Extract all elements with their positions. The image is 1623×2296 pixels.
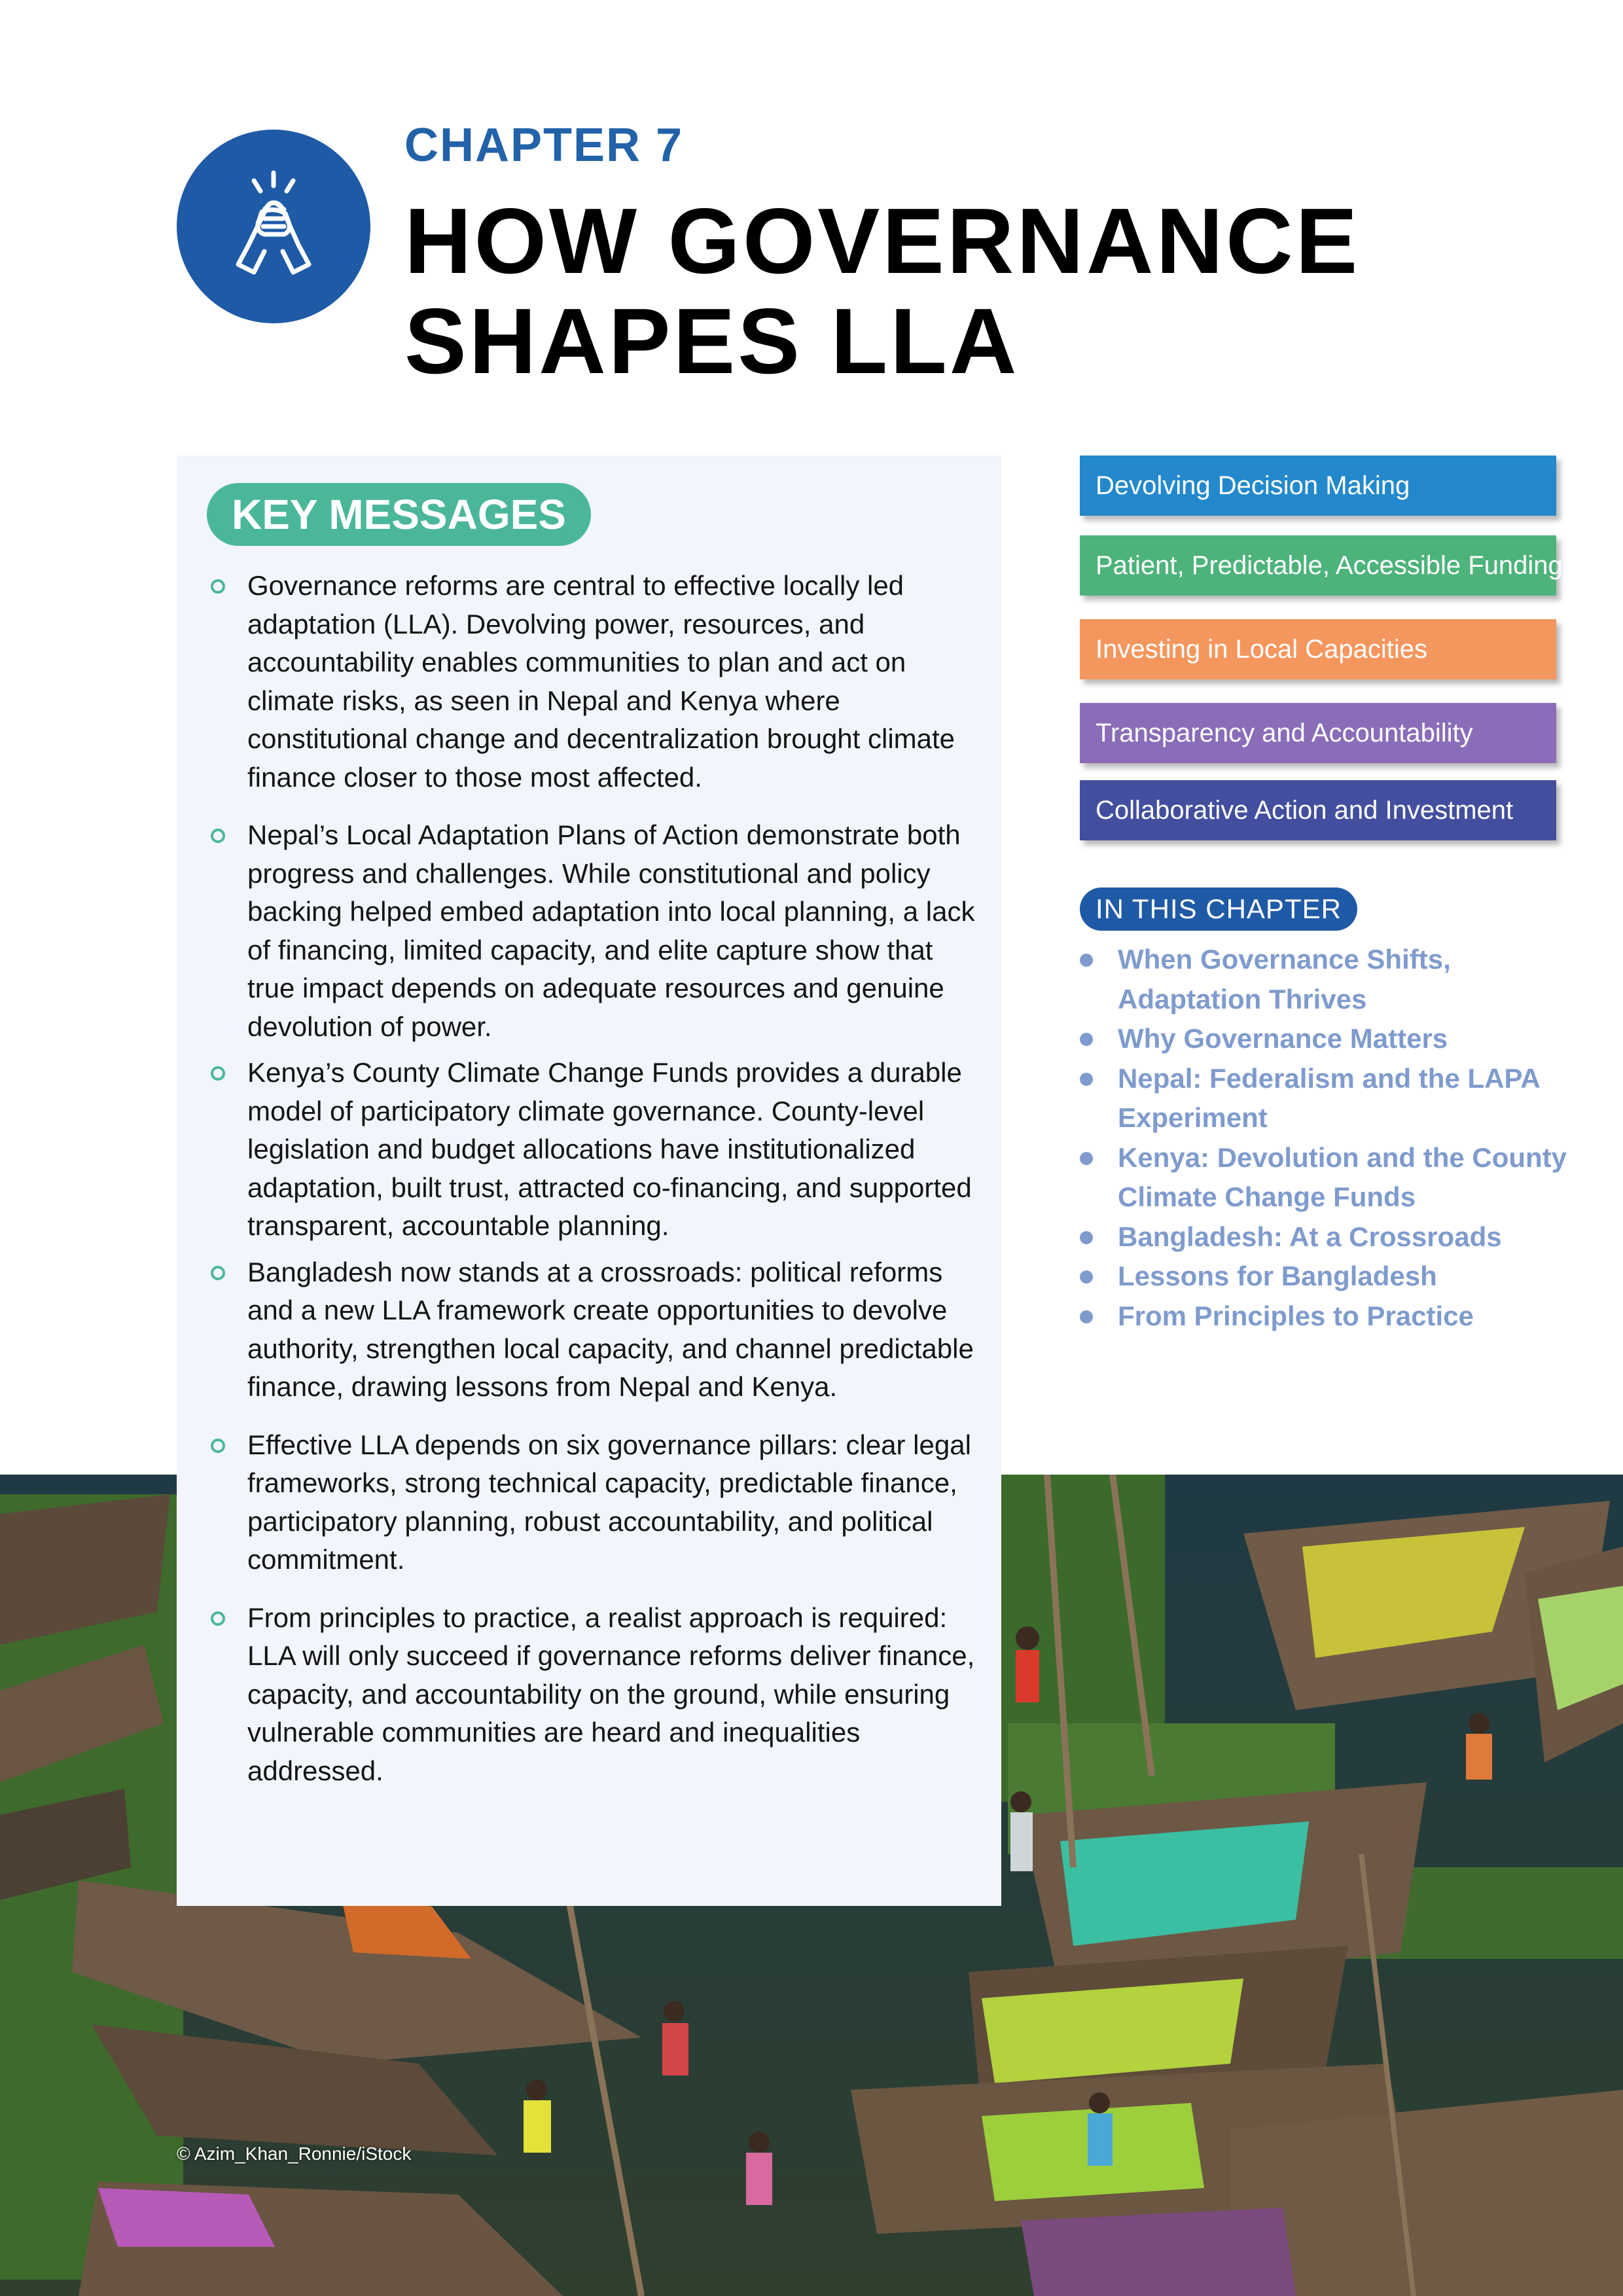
key-message-item [208, 1426, 987, 1579]
key-messages-panel [177, 456, 1001, 1906]
toc-item-label: Nepal: Federalism and the LAPA Experiment [1118, 1062, 1540, 1133]
dot-bullet-icon [1080, 1033, 1093, 1046]
toc-item-label: Bangladesh: At a Crossroads [1118, 1221, 1502, 1252]
circle-bullet-icon [211, 1266, 225, 1280]
key-message-text: Effective LLA depends on six governance pillars: clear legal frameworks, strong technical capacity, predictable finance, participatory planning, robust accountability, and political commitment. [247, 1429, 971, 1575]
toc-item[interactable] [1080, 1019, 1577, 1059]
key-message-text: From principles to practice, a realist approach is required: LLA will only succeed if governance reforms deliver finance, capacity, and accountability on the ground, while ensuring vulnerable communities are heard and inequalities addressed. [247, 1602, 975, 1786]
toc-item[interactable] [1080, 940, 1577, 1019]
pillar-transparency-accountability: Transparency and Accountability [1080, 703, 1556, 763]
toc-item-label: Lessons for Bangladesh [1118, 1261, 1437, 1291]
circle-bullet-icon [211, 1439, 225, 1453]
in-this-chapter-heading: IN THIS CHAPTER [1080, 888, 1357, 931]
dot-bullet-icon [1080, 1310, 1093, 1323]
dot-bullet-icon [1080, 1270, 1093, 1283]
toc-item-label: From Principles to Practice [1118, 1300, 1474, 1331]
dot-bullet-icon [1080, 954, 1093, 967]
toc-item[interactable] [1080, 1297, 1577, 1336]
pillar-collaborative-action: Collaborative Action and Investment [1080, 780, 1556, 840]
circle-bullet-icon [211, 829, 225, 843]
chapter-icon-badge [177, 130, 370, 323]
chapter-title [404, 191, 1386, 392]
circle-bullet-icon [211, 1066, 225, 1081]
chapter-title-line-1: HOW GOVERNANCE [404, 189, 1361, 293]
key-message-text: Bangladesh now stands at a crossroads: political reforms and a new LLA framework create opportunities to devolve authority, strengthen local capacity, and channel predictable finance, drawing lessons from Nepal and Kenya. [247, 1256, 974, 1402]
key-message-text: Nepal’s Local Adaptation Plans of Action demonstrate both progress and challenges. While constitutional and policy backing helped embed adaptation into local planning, a lack of financing, limited capacity, and elite capture show that true impact depends on adequate resources and genuine devolution of power. [247, 819, 975, 1042]
circle-bullet-icon [211, 579, 225, 594]
key-message-item [208, 816, 987, 1046]
dot-bullet-icon [1080, 1231, 1093, 1244]
toc-item-label: When Governance Shifts, Adaptation Thrives [1118, 944, 1451, 1014]
key-message-item [208, 1599, 987, 1791]
toc-item-label: Why Governance Matters [1118, 1023, 1448, 1054]
key-message-text: Kenya’s County Climate Change Funds provides a durable model of participatory climate governance. County-level legislation and budget allocations have institutionalized adaptation, built trust, attracted co-financing, and supported transparent, accountable planning. [247, 1057, 972, 1241]
key-message-item [208, 1054, 987, 1246]
toc-item[interactable] [1080, 1217, 1577, 1257]
toc-item[interactable] [1080, 1059, 1577, 1138]
in-this-chapter-list [1080, 940, 1577, 1336]
photo-credit: © Azim_Khan_Ronnie/iStock [177, 2144, 412, 2164]
toc-item[interactable] [1080, 1138, 1577, 1217]
toc-item-label: Kenya: Devolution and the County Climate Change Funds [1118, 1141, 1567, 1212]
pillar-devolving-decision-making: Devolving Decision Making [1080, 456, 1556, 516]
key-messages-list [208, 567, 987, 1810]
dot-bullet-icon [1080, 1073, 1093, 1086]
key-message-item [208, 1253, 987, 1407]
pillar-funding: Patient, Predictable, Accessible Funding [1080, 535, 1556, 596]
circle-bullet-icon [211, 1611, 225, 1626]
handshake-icon [208, 161, 339, 292]
toc-item[interactable] [1080, 1257, 1577, 1297]
pillar-local-capacities: Investing in Local Capacities [1080, 619, 1556, 679]
key-messages-heading: KEY MESSAGES [207, 483, 591, 546]
key-message-text: Governance reforms are central to effective locally led adaptation (LLA). Devolving power, resources, and accountability enables communities to plan and act on climate risks, as seen in Nepal and Kenya where constitutional change and decentralization brought climate finance closer to those most affected. [247, 570, 955, 793]
key-message-item [208, 567, 987, 797]
chapter-title-line-2: SHAPES LLA [404, 289, 1020, 394]
dot-bullet-icon [1080, 1152, 1093, 1165]
chapter-label: CHAPTER 7 [404, 119, 684, 171]
